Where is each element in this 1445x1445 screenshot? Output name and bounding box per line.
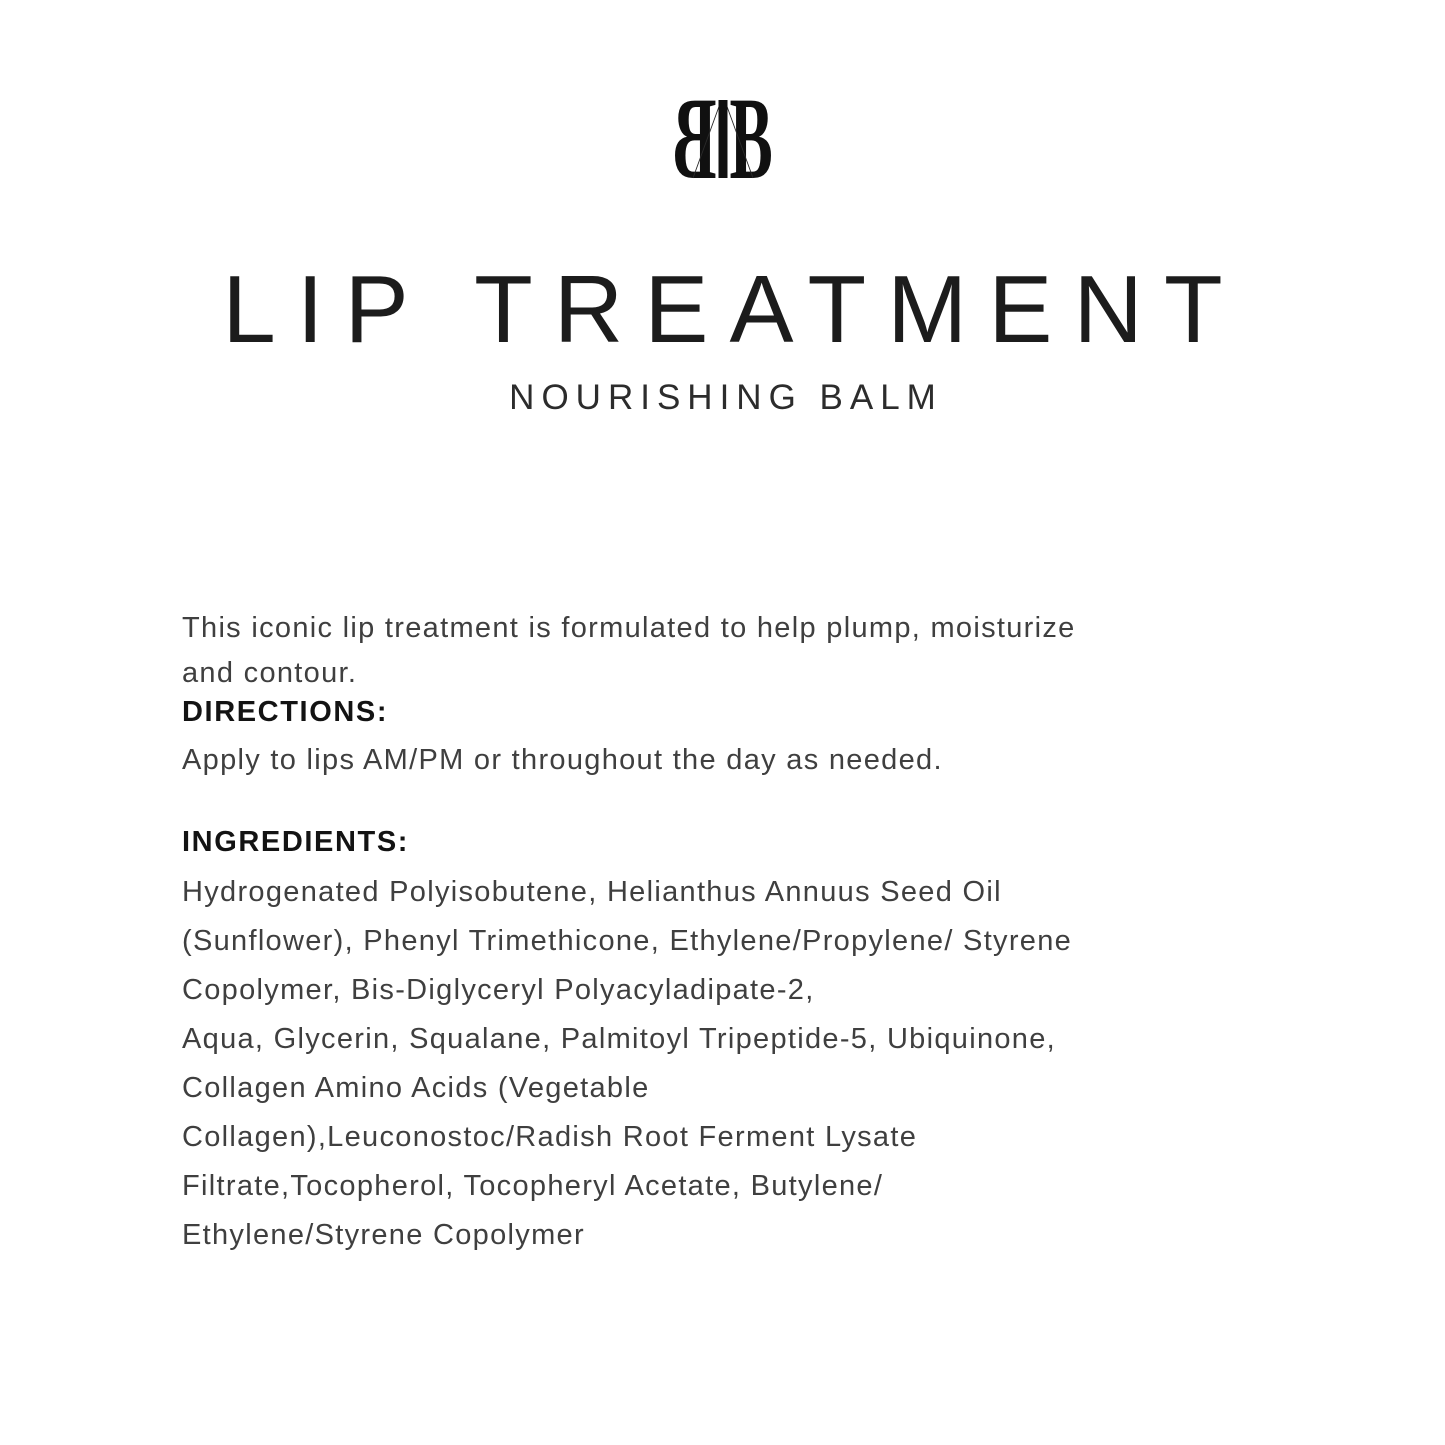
logo-center-bar (718, 100, 727, 178)
ingredients-line-4: Aqua, Glycerin, Squalane, Palmitoyl Tripeptide-5, Ubiquinone, (182, 1023, 1057, 1055)
ingredients-heading: INGREDIENTS: (182, 826, 410, 858)
ingredients-line-3: Copolymer, Bis-Diglyceryl Polyacyladipate-2, (182, 974, 815, 1006)
brand-logo-area (0, 98, 1445, 182)
ingredients-line-2: (Sunflower), Phenyl Trimethicone, Ethylene/Propylene/ Styrene (182, 925, 1073, 957)
logo-left-b-glyph: B (672, 98, 716, 182)
directions-section (182, 694, 1285, 780)
ingredients-line-7: Filtrate,Tocopherol, Tocopheryl Acetate, Butylene/ (182, 1170, 884, 1202)
directions-body: Apply to lips AM/PM or throughout the day as needed. (182, 744, 943, 776)
ingredients-section (182, 824, 1285, 1260)
bb-monogram-icon (671, 98, 775, 182)
description-line-1: This iconic lip treatment is formulated to help plump, moisturize (182, 612, 1076, 644)
product-title: LIP TREATMENT (222, 256, 1244, 363)
product-subtitle: NOURISHING BALM (509, 378, 943, 417)
logo-right-b-glyph: B (729, 98, 773, 182)
ingredients-list (182, 868, 1285, 1260)
ingredients-line-6: Collagen),Leuconostoc/Radish Root Ferment Lysate (182, 1121, 918, 1153)
description-line-2: and contour. (182, 657, 358, 689)
directions-heading: DIRECTIONS: (182, 696, 389, 728)
product-description (182, 606, 1285, 696)
ingredients-line-5: Collagen Amino Acids (Vegetable (182, 1072, 650, 1104)
ingredients-line-1: Hydrogenated Polyisobutene, Helianthus Annuus Seed Oil (182, 876, 1002, 908)
ingredients-line-8: Ethylene/Styrene Copolymer (182, 1219, 585, 1251)
